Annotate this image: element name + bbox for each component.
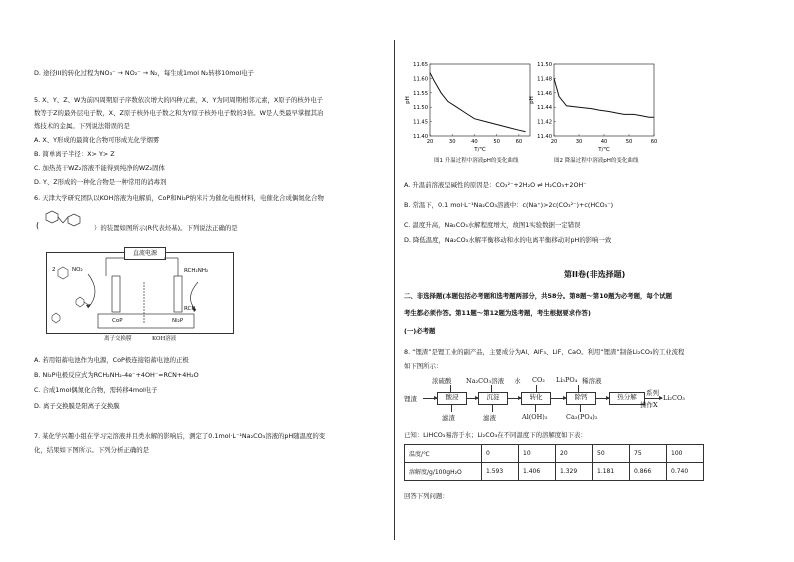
y-axis-label: pH (529, 96, 535, 104)
flow-reagent-3: 水 (514, 377, 521, 385)
q4-option-d: D. 途径III的转化过程为NO₃⁻ → NO₂⁻ → N₂，每生成1mol N₂转移10mol电子 (34, 69, 254, 77)
section-desc-line2: 考生都必须作答。第11题～第12题为选考题，考生根据要求作答) (404, 309, 591, 317)
y-tick-label: 11.45 (413, 119, 428, 126)
q5-stem-line1: 5. X、Y、Z、W为前四周期原子序数依次增大的四种元素，X、Y为同周期相邻元素，X原子的核外电子 (34, 96, 323, 104)
section-title: 第II卷(非选择题) (564, 270, 626, 279)
y-tick-label: 11.42 (537, 119, 552, 126)
q7-option-c: C. 温度升高，Na₂CO₃水解程度增大，故图1实验数据一定错误 (404, 221, 581, 229)
dc-power-source: 直流电源 (124, 247, 166, 260)
flow-step-remove-calcium: 除钙 (566, 392, 596, 405)
q6-stem-line1: 6. 天津大学研究团队以KOH溶液为电解质，CoP和Ni₂P纳米片为催化电极材料，电催化合成偶氮化合物 (34, 194, 324, 202)
q7-option-b: B. 常温下，0.1 mol·L⁻¹Na₂CO₃溶液中：c(Na⁺)>2c(CO₃²⁻)+c(HCO₃⁻) (404, 201, 614, 209)
x-tick-label: 60 (515, 139, 523, 145)
answer-prompt: 回答下列问题： (404, 492, 449, 500)
nitro-group-label: NO₂ (72, 267, 83, 273)
flow-start: 锂渣 (404, 395, 417, 403)
y-tick-label: 11.65 (413, 62, 428, 68)
flow-product: Li₂CO₃ (663, 394, 685, 402)
flow-operation-x: 操作X (640, 401, 658, 409)
table-cell: 10 (519, 445, 556, 463)
flow-byproduct-3: Al(OH)₃ (522, 413, 548, 421)
table-cell: 0.866 (630, 463, 667, 481)
table-cell: 温度/℃ (405, 445, 482, 463)
x-tick-label: 40 (471, 139, 478, 145)
y-tick-label: 11.40 (537, 134, 552, 140)
q6-stem-line2: ）的装置如图所示(R代表烃基)。下列说法正确的是 (94, 224, 238, 232)
required-heading: (一)必考题 (404, 327, 436, 335)
flow-byproduct-1: 滤渣 (442, 414, 455, 422)
flow-byproduct-2: 滤液 (483, 414, 496, 422)
svg-text:(: ( (36, 221, 40, 230)
x-tick-label: 50 (493, 139, 500, 145)
q6-option-d: D. 离子交换膜是阳离子交换膜 (34, 402, 120, 410)
y-tick-label: 11.50 (537, 62, 552, 68)
table-cell: 1.406 (519, 463, 556, 481)
koh-solution-label: KOH溶液 (152, 336, 177, 342)
chart1-caption: 图1 升温过程中溶液pH的变化曲线 (434, 158, 519, 164)
plot-frame (430, 64, 530, 136)
series-line (430, 73, 526, 132)
x-tick-label: 20 (550, 139, 558, 145)
x-tick-label: 30 (448, 139, 456, 145)
table-cell: 0.740 (667, 463, 704, 481)
q5-option-a: A. X、Y形成的最简化合物可形成光化学烟雾 (34, 136, 160, 144)
table-row (405, 445, 704, 463)
chart-ph-heating (404, 58, 536, 158)
flow-reagent-6: 稀溶液 (582, 377, 602, 385)
x-axis-label: T/℃ (474, 147, 486, 153)
flow-step-thermal-decompose: 热分解 (609, 392, 645, 405)
y-tick-label: 11.44 (537, 105, 552, 112)
y-tick-label: 11.55 (413, 90, 428, 97)
q5-option-c: C. 加热蒸干WZ₂溶液不能得到纯净的WZ₂固体 (34, 164, 165, 172)
x-tick-label: 50 (625, 139, 633, 145)
x-tick-label: 30 (575, 139, 583, 145)
q5-option-b: B. 简单离子半径：X> Y> Z (34, 150, 115, 158)
y-tick-label: 11.48 (537, 76, 552, 83)
table-cell: 1.181 (593, 463, 630, 481)
table-cell: 20 (556, 445, 593, 463)
q5-option-d: D. Y、Z形成的一种化合物是一种常用的消毒剂 (34, 178, 167, 186)
q7-option-a: A. 升温前溶液呈碱性的原因是：CO₃²⁻+2H₂O ⇌ H₂CO₃+2OH⁻ (404, 181, 587, 189)
flow-step-transform: 转化 (521, 392, 551, 405)
ion-exchange-membrane-label: 离子交换膜 (104, 336, 132, 342)
flow-step-acid-leach: 酸浸 (437, 392, 467, 405)
table-cell: 0 (482, 445, 519, 463)
x-tick-label: 40 (600, 139, 608, 145)
table-cell: 1.593 (482, 463, 519, 481)
plot-frame (554, 64, 654, 136)
flow-reagent-1: 浓硫酸 (432, 377, 452, 385)
q5-stem-line3: 炼技术的金属。下列说法错误的是 (34, 122, 130, 130)
series-line (554, 78, 654, 117)
rch2nh2-label: RCH₂NH₂ (184, 268, 209, 274)
x-tick-label: 20 (426, 139, 434, 145)
q7-stem-line1: 7. 某化学兴趣小组在学习完溶液并且类水解的影响后，测定了0.1mol·L⁻¹Na₂CO₃溶液的pH随温度的变 (34, 432, 326, 440)
q8-stem-line2: 如下图所示： (404, 362, 443, 370)
ni2p-electrode-label: Ni₂P (172, 318, 184, 324)
table-cell: 50 (593, 445, 630, 463)
q6-option-c: C. 合成1mol偶氮化合物，需转移4mol电子 (34, 386, 158, 394)
y-tick-label: 11.50 (413, 105, 428, 112)
x-tick-label: 60 (650, 139, 658, 145)
chart-ph-cooling (528, 58, 660, 158)
q5-stem-line2: 数等于Z的最外层电子数，X、Z原子核外电子数之和为Y原子核外电子数的3倍。W是人类最早掌握其冶 (34, 109, 324, 117)
q7-stem-line2: 化，结果如下图所示。下列分析正确的是 (34, 446, 150, 454)
q6-option-a: A. 若用铅蓄电池作为电源，CoP极连接铅蓄电池的正极 (34, 356, 189, 364)
azo-compound-structure-icon (34, 204, 94, 234)
y-tick-label: 11.40 (413, 134, 428, 140)
x-axis-label: T/℃ (598, 147, 610, 153)
flow-reagent-2: Na₂CO₃溶液 (466, 377, 505, 385)
y-tick-label: 11.60 (413, 76, 428, 83)
flow-reagent-5: Li₃PO₄ (556, 376, 578, 384)
table-cell: 75 (630, 445, 667, 463)
flow-step-precipitate: 沉淀 (478, 392, 508, 405)
solubility-intro: 已知：LiHCO₃易溶于水；Li₂CO₃在不同温度下的溶解度如下表： (404, 431, 587, 439)
flow-reagent-4: CO₂ (532, 376, 545, 384)
y-axis-label: pH (405, 96, 411, 104)
q7-option-d: D. 降低温度，Na₂CO₃水解平衡移动和水的电离平衡移动对pH的影响一致 (404, 236, 612, 244)
rcn-label: RCN (184, 306, 196, 312)
cop-electrode-label: CoP (112, 318, 123, 324)
solubility-table (404, 444, 704, 481)
table-cell: 溶解度/g/100gH₂O (405, 463, 482, 481)
table-cell: 1.329 (556, 463, 593, 481)
flow-series-label: 系列 (646, 389, 659, 397)
reactant-coefficient: 2 (52, 267, 56, 273)
y-tick-label: 11.46 (537, 90, 552, 97)
chart2-caption: 图2 降温过程中溶液pH的变化曲线 (554, 158, 639, 164)
table-row (405, 463, 704, 481)
q6-option-b: B. Ni₂P电极反应式为RCH₂NH₂-4e⁻+4OH⁻=RCN+4H₂O (34, 371, 199, 379)
flow-byproduct-4: Ca₃(PO₄)₂ (566, 413, 598, 421)
section-desc-line1: 二、非选择题(本题包括必考题和选考题两部分，共58分。第8题～第10题为必考题，每个试题 (404, 292, 672, 300)
q8-stem-line1: 8. “锂渣”是锂工业的副产品，主要成分为Al、AlF₃、LiF、CaO。利用“锂渣”制备Li₂CO₃的工业流程 (404, 348, 685, 356)
table-cell: 100 (667, 445, 704, 463)
column-divider (394, 40, 395, 540)
